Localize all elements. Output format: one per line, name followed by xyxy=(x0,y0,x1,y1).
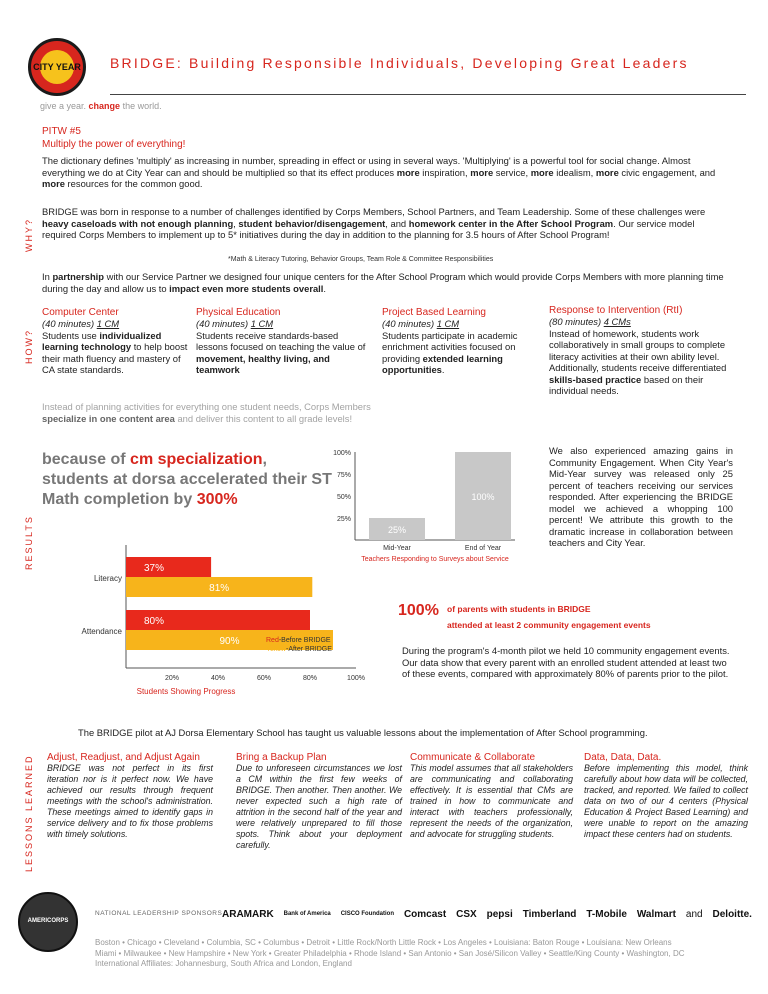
lesson-2: Bring a Backup Plan Due to unforeseen circumstances we lost a CM within the first few weeks of BRIDGE. Then another. Then another. We never expected such a high rate of attrition in the second half of the year and were relatively unprepared to fill those spots. Think about your deployment carefully. xyxy=(236,752,402,850)
sponsors-label: NATIONAL LEADERSHIP SPONSORS xyxy=(95,910,223,917)
center-project-based-learning: Project Based Learning (40 minutes) 1 CM Students participate in academic enrichment activities focused on providing extended learning opportunities. xyxy=(382,307,518,375)
pitw-body: The dictionary defines 'multiply' as increasing in number, spreading in effect or using in several ways. 'Multiplying' is a powerful tool for social change. Almost everything we do at City Year can and should be multiplied so that its effect produces more inspiration, more service, more idealism, more civic engagement, and more resources for the common good. xyxy=(42,155,716,189)
why-footnote: *Math & Literacy Tutoring, Behavior Groups, Team Role & Committee Responsibilities xyxy=(228,256,494,263)
category-label: Attendance xyxy=(81,627,122,636)
why-body: BRIDGE was born in response to a number of challenges identified by Corps Members, School Partners, and Team Leadership. Some of these challenges were heavy caseloads with not enough planning, student behavior/disengagement, and homework center in the After School Program. Our service model required Corps Members to implement up to 5* initiatives during the day in addition to the planning for 3.5 hours of After School Program! xyxy=(42,206,706,240)
sponsor-logos xyxy=(222,905,752,923)
x-axis-title: Students Showing Progress xyxy=(136,687,236,696)
tagline: give a year. change the world. xyxy=(40,101,162,111)
sponsor-logo: CSX xyxy=(456,908,477,920)
how-summary: Instead of planning activities for everything one student needs, Corps Members specialize in one content area and deliver this content to all grade levels! xyxy=(42,401,371,424)
sponsor-logo: Timberland xyxy=(522,908,577,920)
bar-value-label: 100% xyxy=(471,492,495,502)
city-year-logo xyxy=(28,38,86,96)
page-title: BRIDGE: Building Responsible Individuals, Developing Great Leaders xyxy=(110,55,689,71)
x-tick-label: 40% xyxy=(210,675,226,682)
pitw-subtitle: Multiply the power of everything! xyxy=(42,139,186,150)
americorps-logo: AMERICORPS xyxy=(18,892,78,952)
bar-value-label: 37% xyxy=(144,563,165,574)
center-computer: Computer Center (40 minutes) 1 CM Students use individualized learning technology to help boost their math fluency and mastery of CA state standards. xyxy=(42,307,188,375)
how-side-label: HOW? xyxy=(24,329,34,364)
lessons-side-label: LESSONS LEARNED xyxy=(24,754,34,872)
why-side-label: WHY? xyxy=(24,217,34,252)
lesson-4: Data, Data, Data. Before implementing this model, think carefully about how data will be collected, tracked, and reported. We failed to collect data on two of our 4 centers (Physical Education & Project Based Learning) and were unable to report on the amazing impact these centers had on students. xyxy=(584,752,748,839)
center-physical-education: Physical Education (40 minutes) 1 CM Students receive standards-based lessons focused on teaching the value of movement, healthy living, and teamwork xyxy=(196,307,366,375)
bar-literacy-before xyxy=(126,557,211,577)
engagement-text: We also experienced amazing gains in Community Engagement. When City Year's Mid-Year survey was released only 25 percent of teachers receiving our services responded. After experiencing the BRIDGE model we achieved a whopping 100 percent! We attribute this growth to the dramatic increase in collaboration between teachers and City Year. xyxy=(549,445,733,548)
lesson-1: Adjust, Readjust, and Adjust Again BRIDGE was not perfect in its first iteration nor is it perfect now. We have achieved our results through frequent meetings with the school's administration. These meetings aimed to identify gaps in service delivery and to fix those problems with timely solutions. xyxy=(47,752,213,839)
lessons-intro: The BRIDGE pilot at AJ Dorsa Elementary School has taught us valuable lessons about the implementation of After School programming. xyxy=(78,727,648,738)
chart-title: Teachers Responding to Surveys about Service xyxy=(361,556,509,563)
pitw-label: PITW #5 xyxy=(42,126,81,137)
sponsor-logo: ARAMARK xyxy=(222,908,274,920)
x-tick-label: 100% xyxy=(347,675,365,682)
sponsor-logo: Deloitte. xyxy=(712,908,752,920)
sponsor-logo: Comcast xyxy=(403,908,447,920)
x-tick-label: 20% xyxy=(164,675,180,682)
sponsor-logo: pepsi xyxy=(486,908,513,920)
lesson-3: Communicate & Collaborate This model assumes that all stakeholders are communicating and collaborating effectively. It is essential that CMs are trained in how to communicate and interact with teachers professionally, represent the needs of the organization, and advocate for struggling students. xyxy=(410,752,573,839)
sponsor-logo: Walmart xyxy=(636,908,676,920)
sponsor-logo: and xyxy=(685,908,703,920)
how-intro: In partnership with our Service Partner we designed four unique centers for the After School Program which would provide Corps Members with more planning time during the day and allow us to impact even more students overall. xyxy=(42,271,724,294)
chart-legend: Red-Before BRIDGE Yellow-After BRIDGE xyxy=(266,637,332,653)
x-tick-label: End of Year xyxy=(464,545,502,552)
student-progress-chart xyxy=(60,540,365,710)
parents-caption: of parents with students in BRIDGE attended at least 2 community engagement events xyxy=(447,604,651,630)
sponsor-logo: T-Mobile xyxy=(586,908,627,920)
y-tick-label: 50% xyxy=(336,494,351,501)
bar-value-label: 90% xyxy=(219,636,240,647)
x-tick-label: 80% xyxy=(302,675,318,682)
y-tick-label: 25% xyxy=(336,516,351,523)
bar-value-label: 80% xyxy=(144,616,165,627)
sponsor-logo: CISCO Foundation xyxy=(340,911,395,917)
header-divider xyxy=(110,94,746,95)
category-label: Literacy xyxy=(93,574,122,583)
parents-pct: 100% xyxy=(398,602,439,619)
results-headline: because of cm specialization, students at dorsa accelerated their ST Math completion by 300% xyxy=(42,451,332,508)
sponsor-logo: Bank of America xyxy=(283,911,331,917)
city-list: Boston • Chicago • Cleveland • Columbia, SC • Columbus • Detroit • Little Rock/North Little Rock • Los Angeles • Louisiana: Baton Rouge • Louisiana: New Orleans Miami • Milwaukee • New Hampshire • New York • Greater Philadelphia • Rhode Island • San Antonio • San José/Silicon Valley • Seattle/King County • Washington, DC International Affiliates: Johannesburg, South Africa and London, England xyxy=(95,938,685,968)
parents-body: During the program's 4-month pilot we held 10 community engagement events. Our data show that every parent with an enrolled student attended at least two of these events, compared with approximately 80% of parents prior to the pilot. xyxy=(402,645,730,679)
y-tick-label: 75% xyxy=(336,472,351,479)
bar-value-label: 25% xyxy=(387,525,407,535)
y-tick-label: 100% xyxy=(333,450,351,457)
x-tick-label: 60% xyxy=(256,675,272,682)
results-side-label: RESULTS xyxy=(24,515,34,570)
logo-text: CITY YEAR xyxy=(33,62,81,72)
x-tick-label: Mid-Year xyxy=(383,545,411,552)
center-rti: Response to Intervention (RtI) (80 minutes) 4 CMs Instead of homework, students work collaboratively in small groups to complete literacy activities at their own ability level. Additionally, students receive differentiated skills-based practice based on their individual needs. xyxy=(549,305,727,396)
bar-value-label: 81% xyxy=(209,583,230,594)
